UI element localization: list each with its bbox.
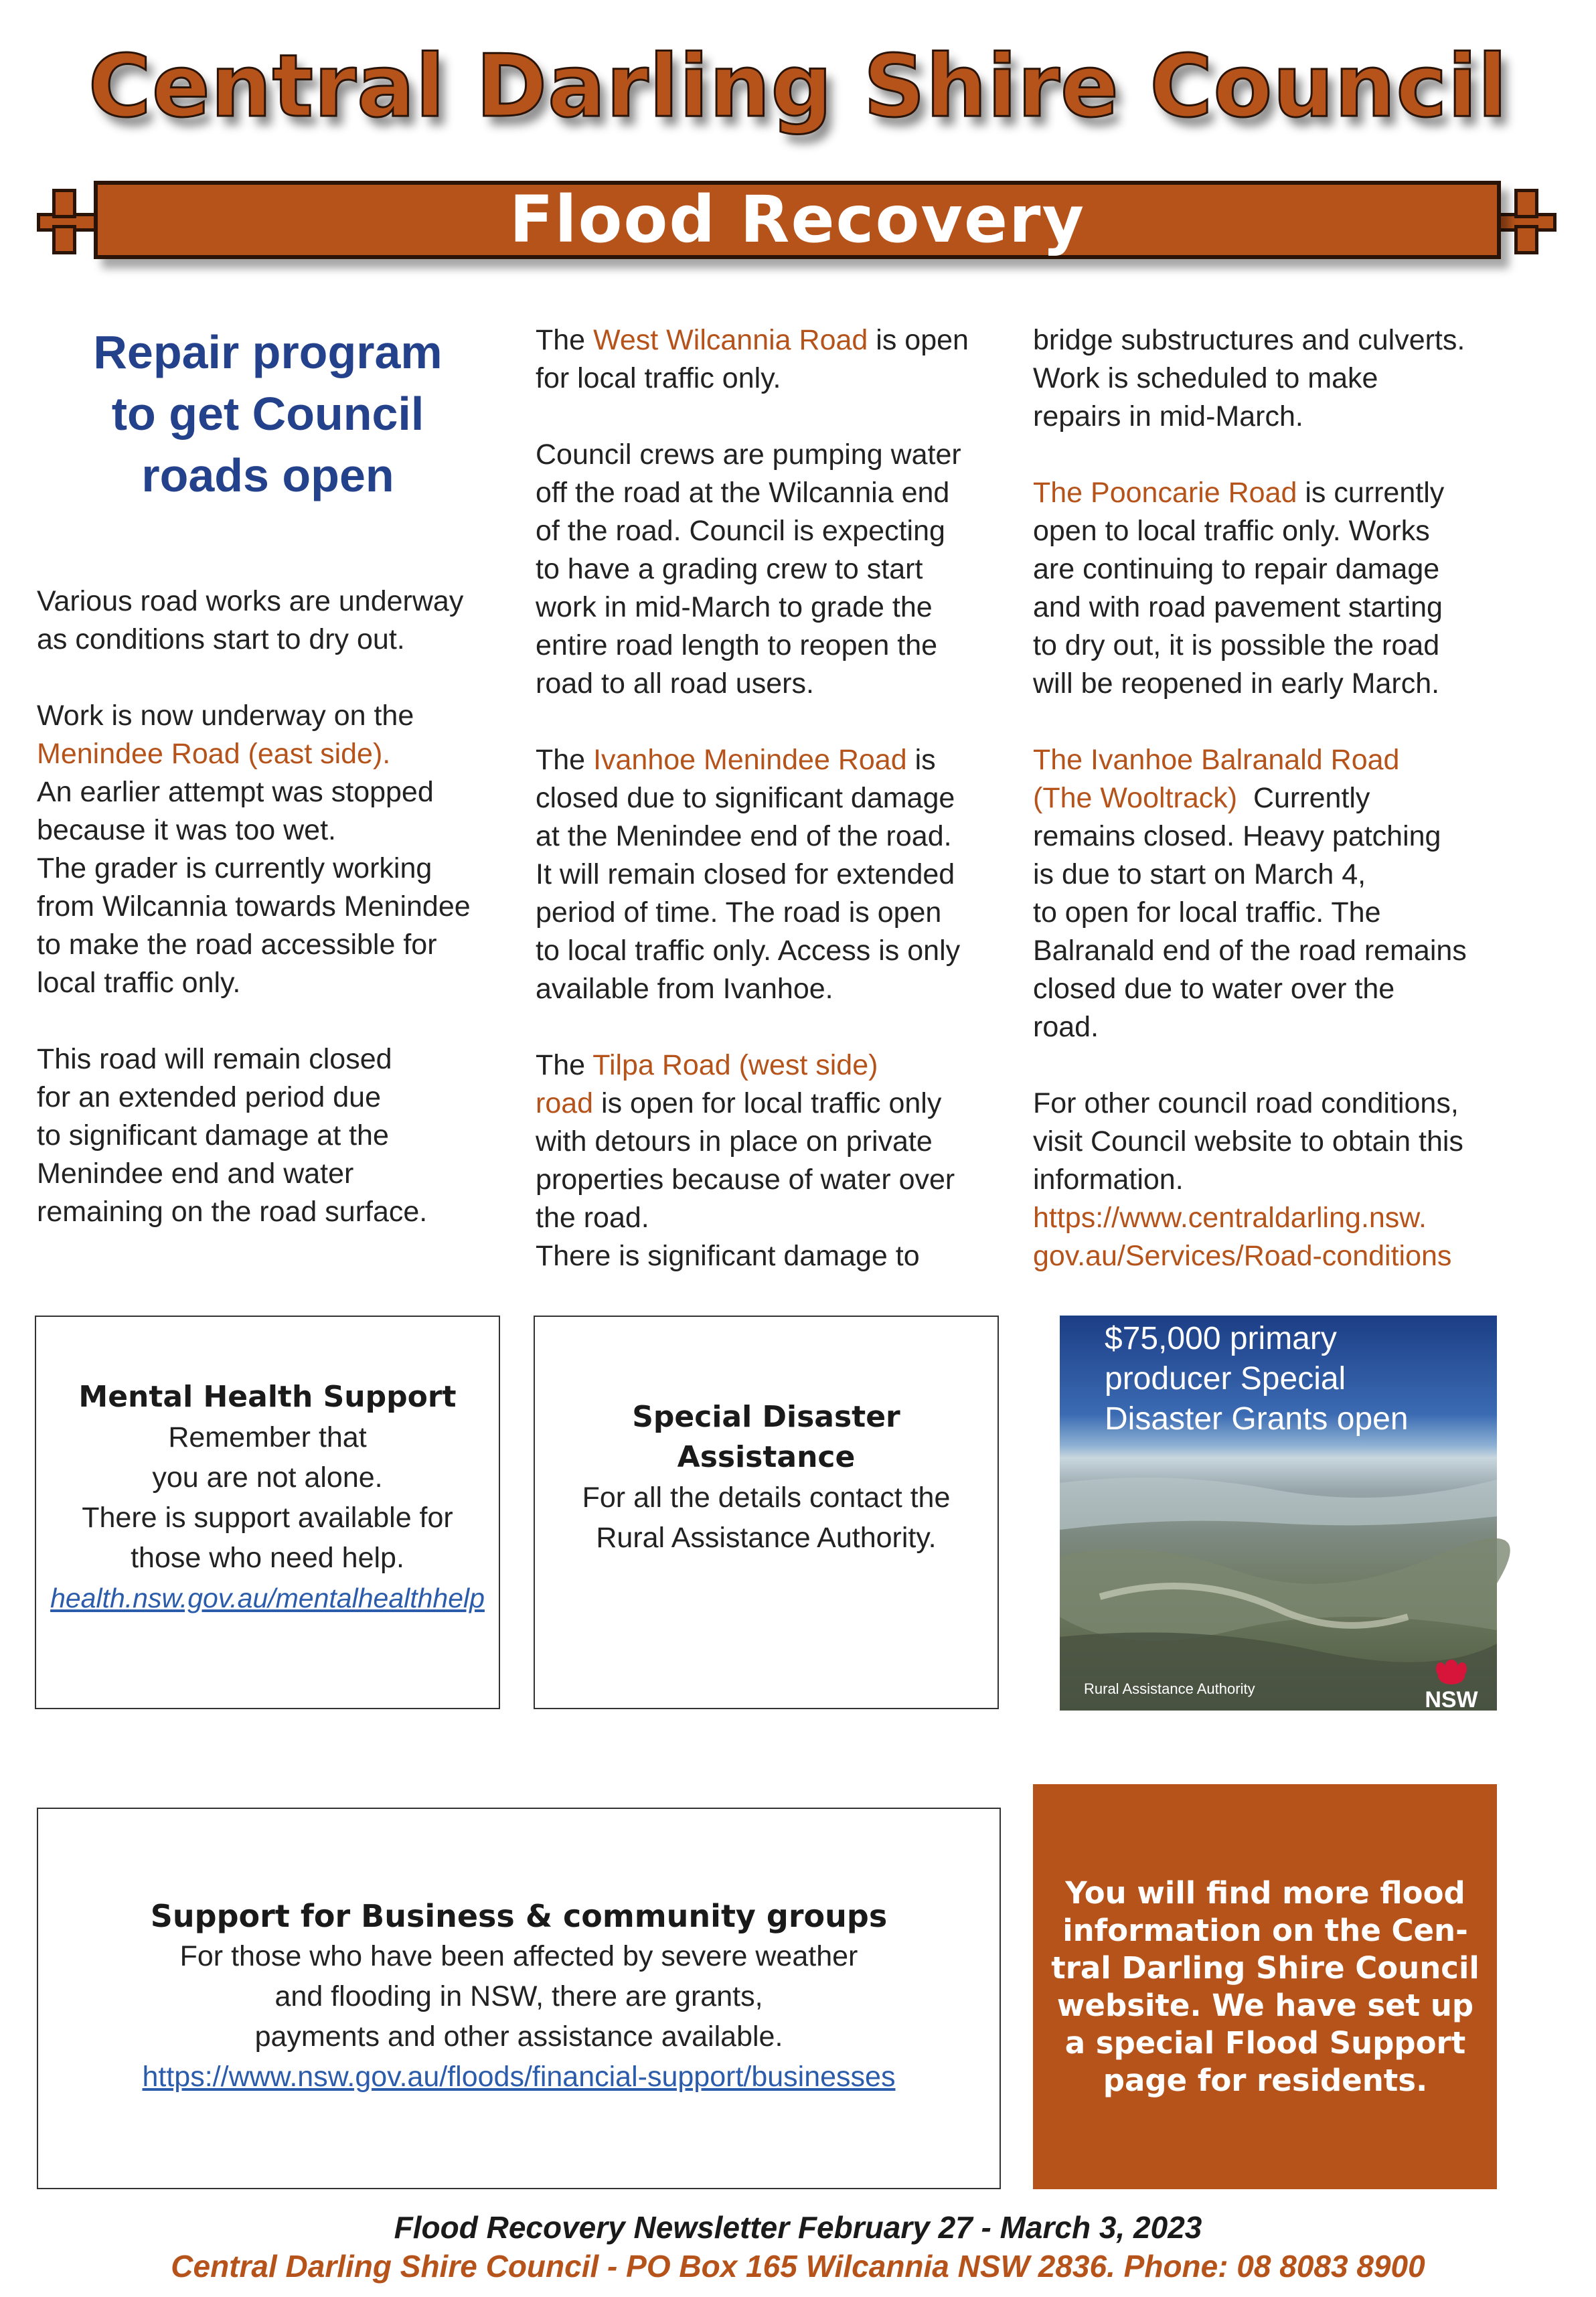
text-line: period of time. The road is open	[536, 896, 942, 929]
text-line: are continuing to repair damage	[1033, 553, 1440, 585]
grant-image-caption: Rural Assistance Authority	[1084, 1680, 1255, 1697]
text-line: is due to start on March 4,	[1033, 858, 1366, 890]
text-line: to have a grading crew to start	[536, 553, 923, 585]
text-line: Work is now underway on the	[37, 700, 414, 732]
text-line: the road.	[536, 1202, 649, 1234]
text-line: bridge substructures and culverts.	[1033, 324, 1465, 356]
heading-line: Repair program	[93, 326, 443, 378]
text-line: repairs in mid-March.	[1033, 400, 1303, 432]
banner-stub-left-top	[52, 189, 76, 218]
mental-health-title: Mental Health Support	[78, 1380, 457, 1414]
text-line: to dry out, it is possible the road	[1033, 629, 1440, 661]
road-conditions-link[interactable]: https://www.centraldarling.nsw.	[1033, 1202, 1427, 1234]
text-line: tral Darling Shire Council	[1051, 1950, 1480, 1986]
text-word: The	[536, 1049, 586, 1081]
text-line: and flooding in NSW, there are grants,	[274, 1980, 763, 2012]
article-heading	[37, 321, 499, 506]
text-line: available from Ivanhoe.	[536, 973, 833, 1005]
banner-stub-left-bottom	[52, 225, 76, 254]
text-line: to local traffic only. Access is only	[536, 935, 961, 967]
text-line: a special Flood Support	[1064, 2025, 1466, 2061]
road-name-wooltrack: (The Wooltrack)	[1033, 782, 1238, 814]
text-line: road.	[1033, 1011, 1099, 1043]
text-line: for local traffic only.	[536, 362, 781, 394]
disaster-title: Assistance	[677, 1440, 856, 1474]
text-line: Balranald end of the road remains	[1033, 935, 1467, 967]
text-line: There is support available for	[82, 1502, 453, 1534]
text-line: This road will remain closed	[37, 1043, 392, 1075]
business-support-title: Support for Business & community groups	[150, 1898, 888, 1934]
heading-line: roads open	[141, 449, 394, 501]
text-line: closed due to water over the	[1033, 973, 1395, 1005]
text-line: entire road length to reopen the	[536, 629, 938, 661]
disaster-assistance-box	[534, 1316, 999, 1709]
text-line: Various road works are underway	[37, 585, 464, 617]
text-line: off the road at the Wilcannia end	[536, 477, 950, 509]
banner-stub-right-top	[1514, 189, 1538, 218]
text-word: is currently	[1305, 477, 1445, 509]
road-name-ivanhoe-menindee: Ivanhoe Menindee Road	[593, 744, 907, 776]
text-line: to significant damage at the	[37, 1119, 389, 1152]
road-name-west-wilcannia: West Wilcannia Road	[593, 324, 868, 356]
section-banner-title: Flood Recovery	[509, 182, 1086, 257]
column-3-body	[1033, 321, 1515, 1275]
business-support-link[interactable]: https://www.nsw.gov.au/floods/financial-support/businesses	[142, 2061, 896, 2093]
text-line: from Wilcannia towards Menindee	[37, 890, 471, 923]
text-line: For other council road conditions,	[1033, 1087, 1459, 1119]
text-line: open to local traffic only. Works	[1033, 515, 1430, 547]
text-line: to make the road accessible for	[37, 929, 437, 961]
banner-stub-right-bottom	[1514, 225, 1538, 254]
text-line: properties because of water over	[536, 1164, 955, 1196]
road-name-tilpa-west: Tilpa Road (west side)	[592, 1049, 878, 1081]
text-line: work in mid-March to grade the	[536, 591, 933, 623]
column-2-body	[536, 321, 1018, 1275]
text-line: information.	[1033, 1164, 1184, 1196]
text-line: as conditions start to dry out.	[37, 623, 405, 655]
grant-image-headline	[1105, 1319, 1480, 1439]
text-line: will be reopened in early March.	[1033, 667, 1440, 700]
nsw-logo	[1421, 1658, 1482, 1718]
text-line: to open for local traffic. The	[1033, 896, 1381, 929]
text-line: remains closed. Heavy patching	[1033, 820, 1441, 852]
headline-line: producer Special	[1105, 1361, 1346, 1397]
text-line: Menindee end and water	[37, 1158, 354, 1190]
text-line: and with road pavement starting	[1033, 591, 1443, 623]
text-line: For those who have been affected by severe weather	[179, 1940, 858, 1972]
mental-health-link[interactable]: health.nsw.gov.au/mentalhealthhelp	[50, 1583, 485, 1613]
text-word: The	[536, 744, 586, 776]
text-line: There is significant damage to	[536, 1240, 920, 1272]
text-line: with detours in place on private	[536, 1125, 933, 1158]
text-line: visit Council website to obtain this	[1033, 1125, 1463, 1158]
text-word: The	[536, 324, 586, 356]
text-word: Currently	[1253, 782, 1370, 814]
text-line: information on the Cen-	[1062, 1913, 1468, 1948]
road-conditions-link[interactable]: gov.au/Services/Road-conditions	[1033, 1240, 1452, 1272]
waratah-icon	[1431, 1658, 1471, 1685]
text-line: local traffic only.	[37, 967, 241, 999]
council-contact: Central Darling Shire Council - PO Box 165 Wilcannia NSW 2836. Phone: 08 8083 8900	[171, 2249, 1425, 2284]
heading-line: to get Council	[111, 388, 424, 440]
text-line: Rural Assistance Authority.	[596, 1522, 937, 1554]
text-line: at the Menindee end of the road.	[536, 820, 952, 852]
text-line: for an extended period due	[37, 1081, 382, 1113]
text-line: website. We have set up	[1056, 1988, 1474, 2023]
text-line: The grader is currently working	[37, 852, 432, 884]
text-line: closed due to significant damage	[536, 782, 955, 814]
masthead-title: Central Darling Shire Council	[88, 37, 1508, 137]
nsw-logo-subtext: GOVERNMENT	[1429, 1711, 1473, 1718]
text-line: An earlier attempt was stopped	[37, 776, 434, 808]
business-support-box	[37, 1808, 1001, 2189]
text-line: You will find more flood	[1065, 1875, 1465, 1911]
newsletter-date: Flood Recovery Newsletter February 27 - March 3, 2023	[394, 2210, 1202, 2245]
text-word: is open for local traffic only	[601, 1087, 942, 1119]
text-line: road to all road users.	[536, 667, 814, 700]
text-line: Council crews are pumping water	[536, 439, 961, 471]
text-line: For all the details contact the	[582, 1482, 951, 1514]
text-word: is open	[876, 324, 969, 356]
headline-line: Disaster Grants open	[1105, 1401, 1409, 1437]
road-name-pooncarie: The Pooncarie Road	[1033, 477, 1297, 509]
road-name-ivanhoe-balranald: The Ivanhoe Balranald Road	[1033, 744, 1400, 776]
road-name-tilpa-suffix: road	[536, 1087, 594, 1119]
disaster-title: Special Disaster	[632, 1400, 900, 1434]
road-name-menindee-east: Menindee Road (east side).	[37, 738, 391, 770]
text-word: is	[914, 744, 936, 776]
text-line: those who need help.	[131, 1542, 404, 1574]
text-line: payments and other assistance available.	[254, 2021, 783, 2053]
text-line: because it was too wet.	[37, 814, 336, 846]
mental-health-box	[35, 1316, 500, 1709]
more-info-text	[1044, 1875, 1486, 2100]
text-line: of the road. Council is expecting	[536, 515, 945, 547]
column-1-body	[37, 582, 519, 1231]
text-line: remaining on the road surface.	[37, 1196, 428, 1228]
text-line: page for residents.	[1103, 2063, 1428, 2098]
nsw-logo-text: NSW	[1425, 1687, 1478, 1713]
headline-line: $75,000 primary	[1105, 1321, 1337, 1356]
text-line: Remember that	[168, 1421, 367, 1453]
text-line: It will remain closed for extended	[536, 858, 955, 890]
text-line: you are not alone.	[152, 1461, 383, 1494]
text-line: Work is scheduled to make	[1033, 362, 1378, 394]
